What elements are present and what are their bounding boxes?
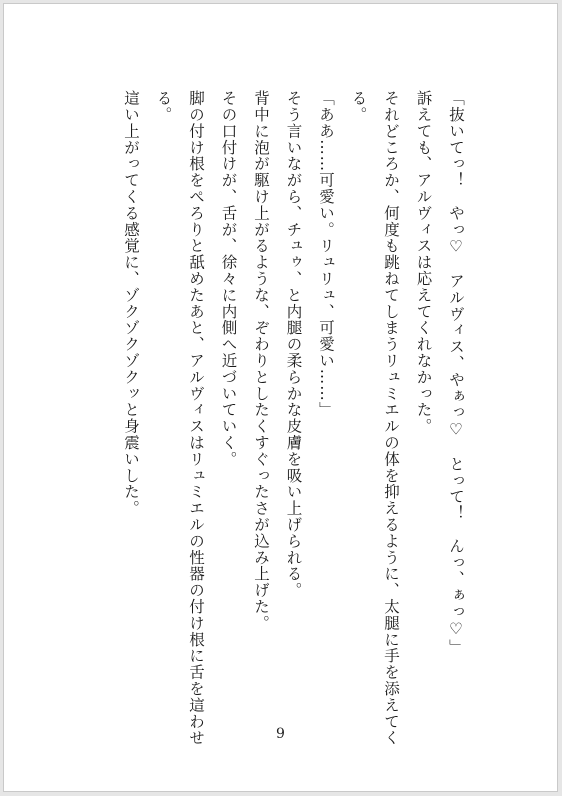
text-line: 脚の付け根をぺろりと舐めたあと、アルヴィスはリュミエルの性器の付け根に舌を這わせ	[187, 90, 205, 746]
text-line: そう言いながら、チュゥ、と内腿の柔らかな皮膚を吸い上げられる。	[284, 90, 303, 599]
text-line: 「ああ……可愛い。リュリュ、可愛い……」	[317, 90, 335, 418]
page-number: 9	[276, 726, 285, 742]
text-line: 背中に泡が駆け上がるような、ぞわりとしたくすぐったさが込み上げた。	[252, 90, 270, 632]
text-line: る。	[349, 90, 368, 123]
text-line: 這い上がってくる感覚に、ゾクゾクゾクッと身震いした。	[122, 90, 140, 517]
text-line: る。	[154, 90, 173, 123]
text-line: 「抜いてっ！ やっ♡ アルヴィス、やぁっ♡ とって！ んっ、ぁっ♡」	[447, 90, 465, 656]
text-line: その口付けが、舌が、徐々に内側へ近づいていく。	[219, 90, 238, 468]
book-page	[3, 3, 558, 792]
text-line: それどころか、何度も跳ねてしまうリュミエルの体を抑えるように、太腿に手を添えてく	[382, 90, 400, 746]
text-line: 訴えても、アルヴィスは応えてくれなかった。	[414, 90, 433, 435]
vertical-text-body	[115, 90, 473, 746]
